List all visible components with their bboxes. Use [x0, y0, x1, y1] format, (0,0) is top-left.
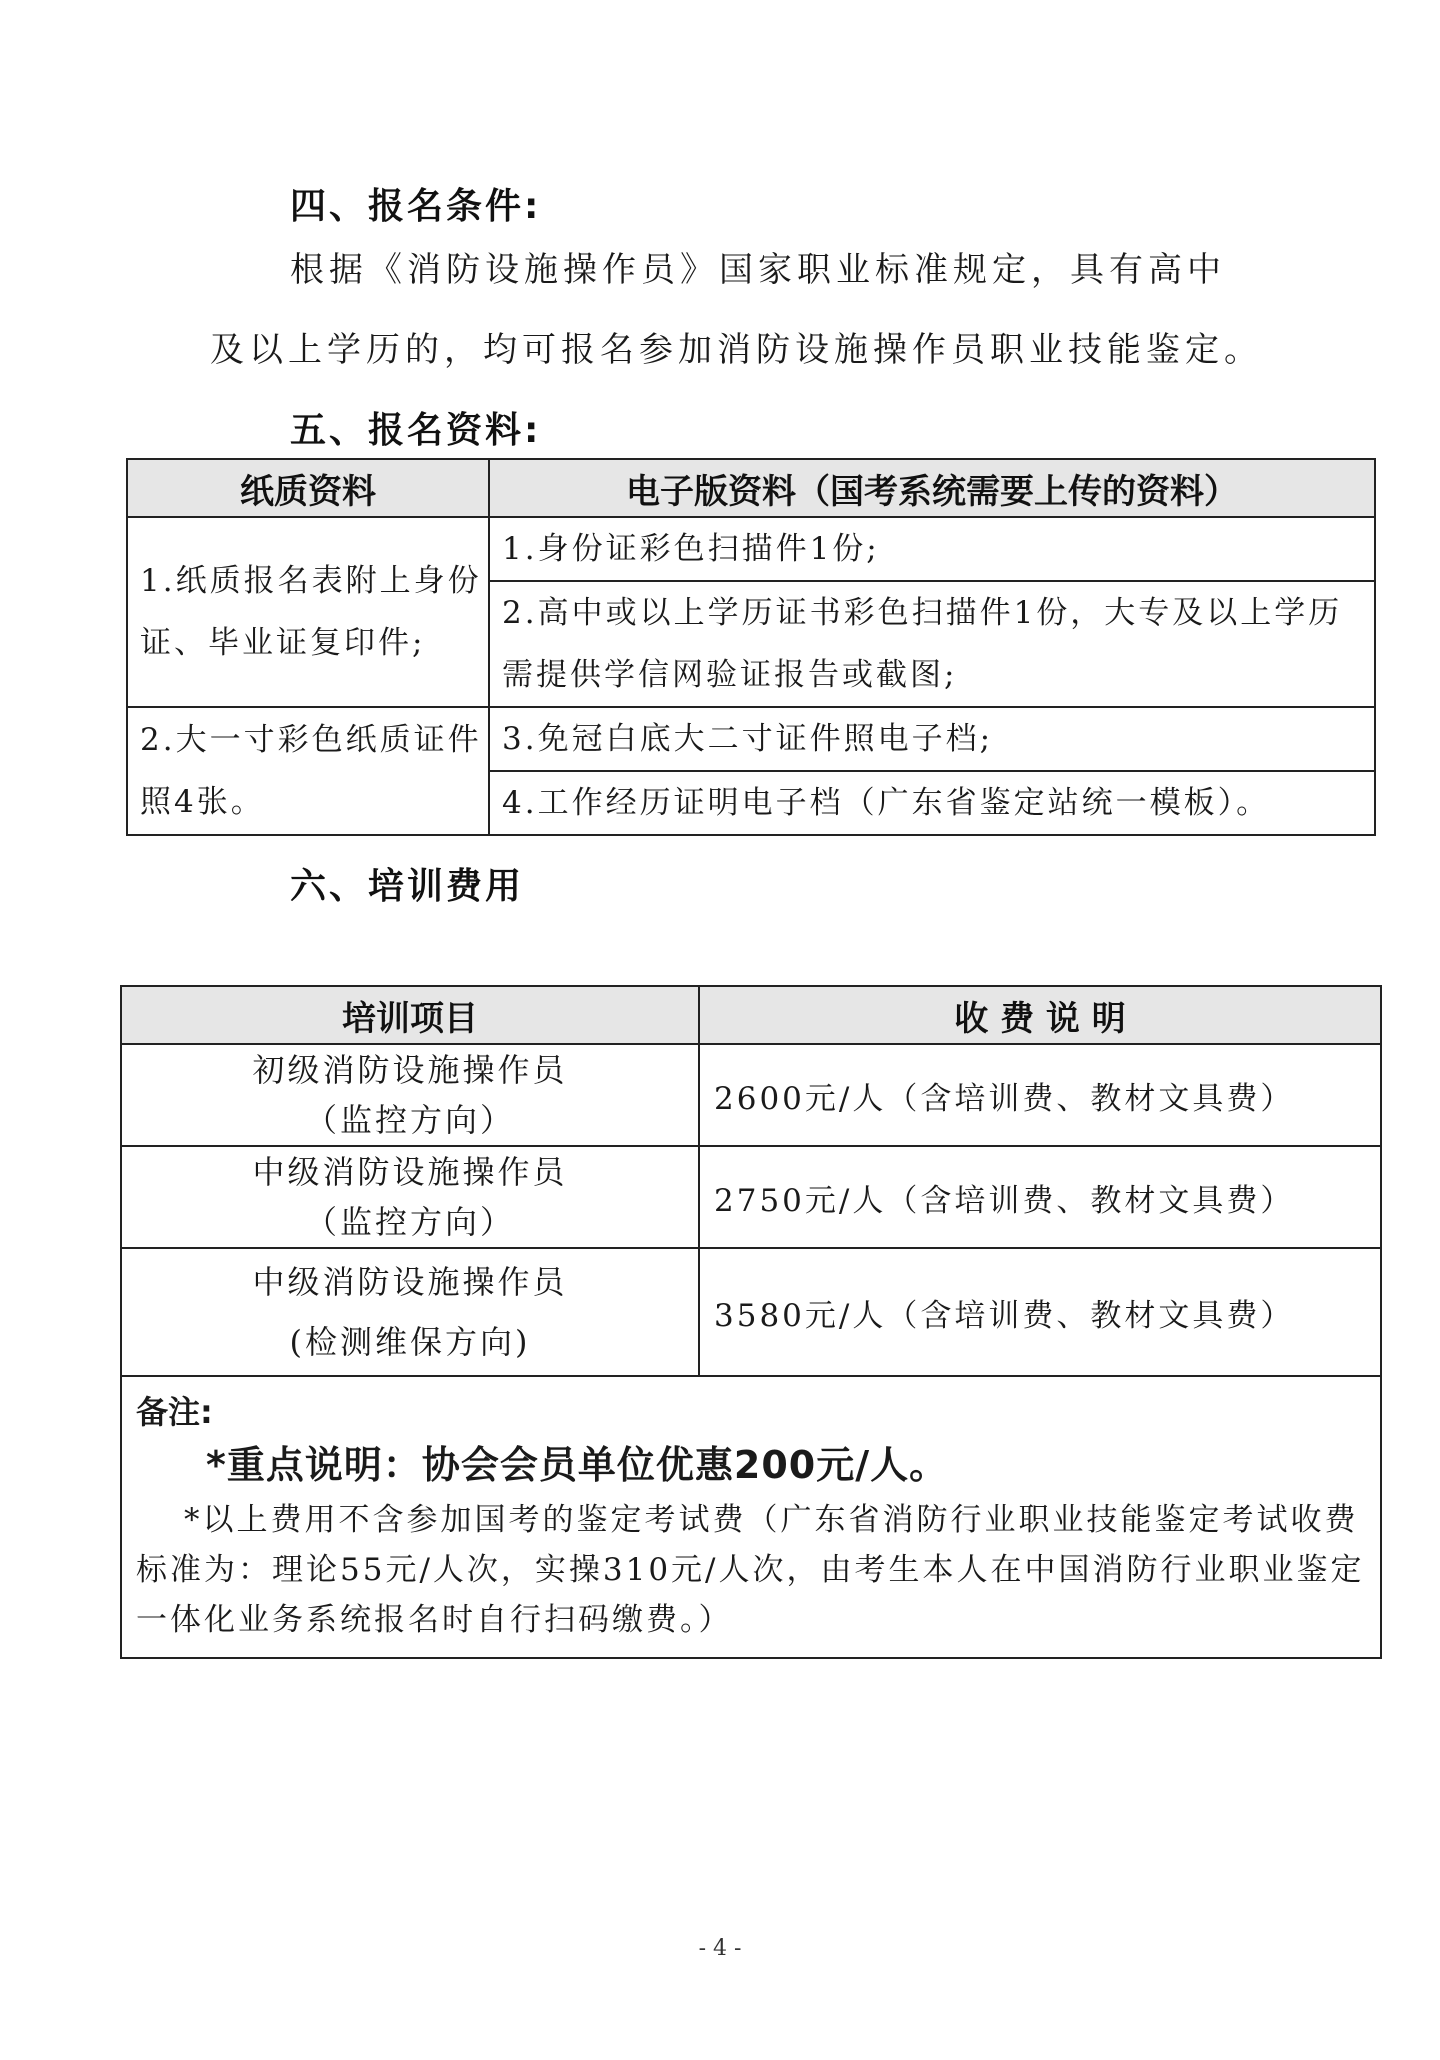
- section4-heading: 四、报名条件:: [290, 186, 542, 227]
- fee-item-direction: (检测维保方向): [289, 1323, 531, 1361]
- page-number: - 4 -: [698, 1936, 742, 1961]
- section5-heading: 五、报名资料:: [290, 410, 542, 451]
- fee-amount: 3580元/人（含培训费、教材文具费）: [699, 1248, 1381, 1376]
- paper-item-1: 1.纸质报名表附上身份证、毕业证复印件;: [127, 517, 489, 707]
- materials-row: [127, 517, 1375, 581]
- notes-text: *以上费用不含参加国考的鉴定考试费（广东省消防行业职业技能鉴定考试收费标准为：理论55元/人次，实操310元/人次，由考生本人在中国消防行业职业鉴定一体化业务系统报名时自行扫码缴费。）: [136, 1502, 1365, 1638]
- section4-line1: 根据《消防设施操作员》国家职业标准规定，具有高中: [290, 250, 1226, 290]
- section6-heading: 六、培训费用: [290, 866, 525, 907]
- electronic-item-3: 3.免冠白底大二寸证件照电子档;: [489, 707, 1375, 771]
- fee-item-cell: [121, 1146, 699, 1248]
- notes-cell: [121, 1376, 1381, 1658]
- fee-row: [121, 1248, 1381, 1376]
- fee-item-title: 中级消防设施操作员: [252, 1263, 568, 1301]
- fee-row: [121, 1044, 1381, 1146]
- paper-item-2: 2.大一寸彩色纸质证件照4张。: [127, 707, 489, 835]
- fee-amount: 2600元/人（含培训费、教材文具费）: [699, 1044, 1381, 1146]
- fee-item-title: 初级消防设施操作员: [252, 1051, 568, 1089]
- electronic-item-2: 2.高中或以上学历证书彩色扫描件1份，大专及以上学历需提供学信网验证报告或截图;: [489, 581, 1375, 707]
- paper-materials-header: 纸质资料: [127, 459, 489, 517]
- fee-description-header: 收 费 说 明: [699, 986, 1381, 1044]
- notes-label: 备注:: [136, 1393, 213, 1431]
- notes-highlight: *重点说明：协会会员单位优惠200元/人。: [206, 1443, 949, 1487]
- notes-row: [121, 1376, 1381, 1658]
- fee-item-title: 中级消防设施操作员: [252, 1153, 568, 1191]
- fees-table: [120, 985, 1382, 1659]
- materials-row: [127, 707, 1375, 771]
- fee-item-cell: [121, 1044, 699, 1146]
- section4-line2: 及以上学历的，均可报名参加消防设施操作员职业技能鉴定。: [210, 330, 1263, 370]
- electronic-item-1: 1.身份证彩色扫描件1份;: [489, 517, 1375, 581]
- fee-item-direction: （监控方向）: [304, 1101, 515, 1139]
- fee-row: [121, 1146, 1381, 1248]
- fee-item-cell: [121, 1248, 699, 1376]
- fees-header-row: [121, 986, 1381, 1044]
- fee-amount: 2750元/人（含培训费、教材文具费）: [699, 1146, 1381, 1248]
- fee-item-direction: （监控方向）: [304, 1203, 515, 1241]
- materials-header-row: [127, 459, 1375, 517]
- training-item-header: 培训项目: [121, 986, 699, 1044]
- electronic-materials-header: 电子版资料（国考系统需要上传的资料）: [489, 459, 1375, 517]
- electronic-item-4: 4.工作经历证明电子档（广东省鉴定站统一模板）。: [489, 771, 1375, 835]
- materials-table: [126, 458, 1376, 836]
